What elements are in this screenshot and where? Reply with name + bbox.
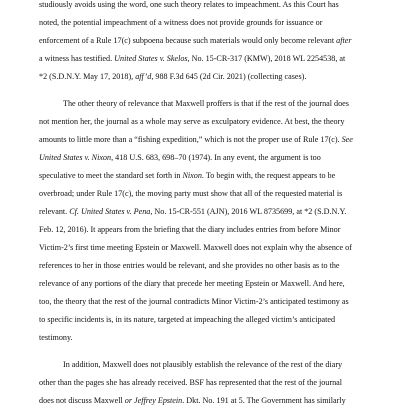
text-line xyxy=(39,275,376,293)
document-body xyxy=(39,0,376,410)
text-segment: relevant. xyxy=(39,207,70,216)
text-segment: . Dkt. No. 191 at 5. The Government has similarly xyxy=(182,396,346,405)
text-segment: does not discuss Maxwell xyxy=(39,396,125,405)
text-line xyxy=(39,68,376,86)
italic-text-segment: Nixon xyxy=(182,171,202,180)
text-line xyxy=(39,185,376,203)
text-segment: , 418 U.S. 683, 698–70 (1974). In any event, the argument is too xyxy=(111,153,321,162)
text-segment: a witness has testified. xyxy=(39,54,115,63)
paragraph-2 xyxy=(39,95,376,347)
italic-text-segment: or Jeffrey Epstein xyxy=(124,396,183,405)
text-segment: , No. 15-CR-317 (KMW), 2018 WL 2254538, at xyxy=(187,54,346,63)
paragraph-1 xyxy=(39,0,376,86)
italic-text-segment: aff’d xyxy=(135,72,152,81)
text-segment: too, the theory that the rest of the journal contradicts Minor Victim-2’s anticipated testimony as xyxy=(39,297,349,306)
text-segment: amounts to little more than a “fishing expedition,” which is not the proper use of Rule 17(c). xyxy=(39,135,342,144)
text-line xyxy=(39,167,376,185)
text-segment: *2 (S.D.N.Y. May 17, 2018), xyxy=(39,72,136,81)
italic-text-segment: after xyxy=(336,36,352,45)
text-segment: . To begin with, the request appears to be xyxy=(201,171,336,180)
text-line xyxy=(39,113,376,131)
text-line xyxy=(39,14,376,32)
text-line xyxy=(39,131,376,149)
text-segment: , 988 F.3d 645 (2d Cir. 2021) (collecting cases). xyxy=(151,72,307,81)
paragraph-gap xyxy=(39,86,376,95)
paragraph-gap xyxy=(39,347,376,356)
text-segment: to specific incidents is, in its nature, targeted at impeaching the alleged victim’s anticipated xyxy=(39,315,336,324)
text-line xyxy=(39,293,376,311)
text-line xyxy=(39,239,376,257)
text-line xyxy=(39,311,376,329)
text-segment: , No. 15-CR-551 (AJN), 2016 WL 8735699, at *2 (S.D.N.Y. xyxy=(150,207,347,216)
text-segment: Feb. 12, 2016). It appears from the briefing that the diary includes entries from before Minor xyxy=(39,225,341,234)
text-line xyxy=(39,257,376,275)
italic-text-segment: Cf. United States v. Pena xyxy=(69,207,151,216)
text-line xyxy=(39,95,376,113)
italic-text-segment: See xyxy=(341,135,353,144)
text-segment: other than the pages she has already received. BSF has represented that the rest of the journal xyxy=(39,378,343,387)
text-line xyxy=(39,356,376,374)
text-line xyxy=(39,392,376,410)
text-segment: studiously avoids using the word, one such theory relates to impeachment. As this Court has xyxy=(39,0,339,9)
text-line xyxy=(39,50,376,68)
text-segment: speculative to meet the standard set forth in xyxy=(39,171,183,180)
text-line xyxy=(39,149,376,167)
text-segment: not mention her, the journal as a whole may serve as exculpatory evidence. At best, the theory xyxy=(39,117,345,126)
text-line xyxy=(39,32,376,50)
text-segment: The other theory of relevance that Maxwell proffers is that if the rest of the journal does xyxy=(63,99,349,108)
text-segment: relevance of any portions of the diary that precede her meeting Epstein or Maxwell. And here, xyxy=(39,279,345,288)
text-segment: enforcement of a Rule 17(c) subpoena because such materials would only become relevant xyxy=(39,36,337,45)
text-segment: In addition, Maxwell does not plausibly establish the relevance of the rest of the diary xyxy=(63,360,343,369)
text-segment: references to her in those entries would be relevant, and she provides no other basis as to the xyxy=(39,261,340,270)
text-segment: testimony. xyxy=(39,333,73,342)
text-line xyxy=(39,374,376,392)
italic-text-segment: United States v. Nixon xyxy=(39,153,112,162)
paragraph-3 xyxy=(39,356,376,410)
text-segment: Victim-2’s first time meeting Epstein or Maxwell. Maxwell does not explain why the absence of xyxy=(39,243,352,252)
italic-text-segment: United States v. Skelos xyxy=(114,54,188,63)
text-line xyxy=(39,0,376,14)
text-segment: noted, the potential impeachment of a witness does not provide grounds for issuance or xyxy=(39,18,323,27)
text-line xyxy=(39,203,376,221)
text-line xyxy=(39,329,376,347)
text-line xyxy=(39,221,376,239)
text-segment: overbroad; under Rule 17(c), the moving party must show that all of the requested material is xyxy=(39,189,343,198)
